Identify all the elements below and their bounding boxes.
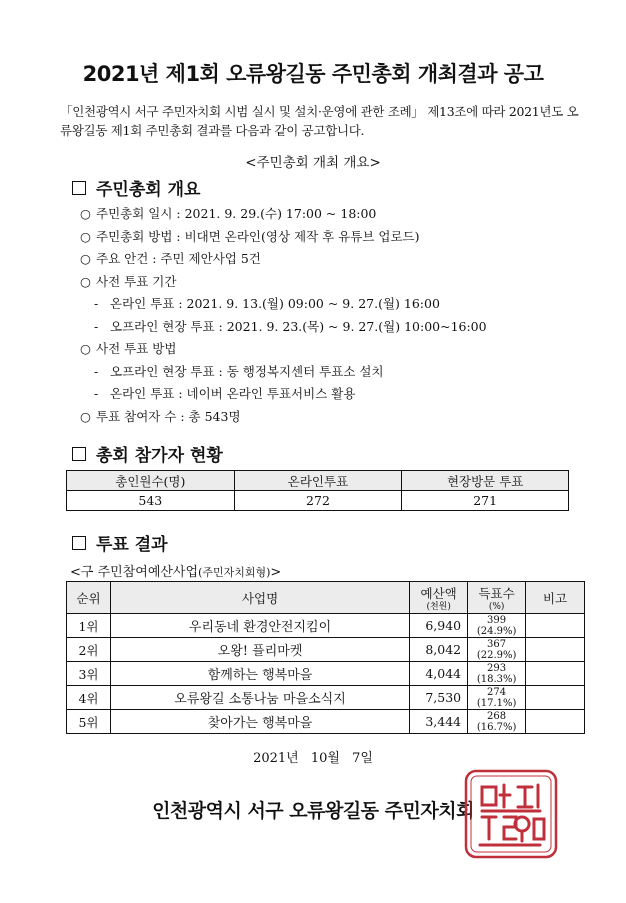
section-heading-overview	[72, 175, 200, 200]
header-votes-unit: (%)	[488, 601, 505, 612]
vote-percent: (22.9%)	[476, 649, 517, 661]
overview-subitem	[80, 383, 580, 406]
dash-marker: -	[94, 318, 99, 334]
table-header-row	[67, 582, 585, 614]
header-cell: 현장방문 투표	[402, 471, 569, 491]
project-name-cell: 오왕! 플리마켓	[110, 638, 409, 662]
caption-small: (주민자치회형)	[198, 566, 271, 579]
project-name-cell: 우리동네 환경안전지킴이	[110, 614, 409, 638]
seal-glyph-stroke	[515, 817, 529, 841]
vote-percent: (18.3%)	[476, 673, 517, 685]
vote-count: 367	[487, 638, 507, 650]
table-row	[67, 638, 585, 662]
budget-cell: 6,940	[410, 614, 468, 638]
table-row	[67, 662, 585, 686]
overview-item	[80, 271, 580, 294]
note-cell	[526, 710, 585, 734]
budget-cell: 7,530	[410, 686, 468, 710]
official-seal-stamp	[462, 765, 560, 863]
overview-subitem	[80, 293, 580, 316]
table-header-row	[67, 471, 569, 491]
seal-glyph-stroke	[534, 819, 544, 839]
rank-cell: 5위	[67, 710, 111, 734]
results-table	[66, 581, 585, 734]
overview-item	[80, 406, 580, 429]
onsite-count-cell: 271	[402, 491, 569, 511]
header-budget	[410, 582, 468, 614]
item-text: 투표 참여자 수 : 총 543명	[96, 408, 241, 424]
overview-subitem	[80, 316, 580, 339]
seal-glyph-stroke	[482, 787, 496, 805]
caption-main: <구 주민참여예산사업	[70, 565, 199, 580]
overview-item	[80, 338, 580, 361]
checkbox-square-icon	[72, 536, 86, 550]
note-cell	[526, 638, 585, 662]
vote-count: 293	[487, 662, 507, 674]
circle-bullet-icon: ○	[80, 341, 91, 356]
section-heading-results	[72, 530, 168, 555]
vote-percent: (17.1%)	[476, 697, 517, 709]
header-votes-label: 득표수	[478, 585, 515, 601]
project-name-cell: 찾아가는 행복마을	[110, 710, 409, 734]
circle-bullet-icon: ○	[80, 206, 91, 221]
section-heading-text: 주민총회 개요	[96, 180, 201, 200]
rank-cell: 3위	[67, 662, 111, 686]
dash-marker: -	[94, 296, 99, 311]
item-text: 온라인 투표 : 네이버 온라인 투표서비스 활용	[110, 386, 356, 401]
checkbox-square-icon	[72, 181, 86, 195]
votes-cell	[468, 638, 526, 662]
overview-subitem	[80, 361, 580, 384]
votes-cell	[468, 662, 526, 686]
vote-count: 399	[487, 614, 507, 626]
notice-date: 2021년 10월 7일	[253, 751, 373, 766]
header-name: 사업명	[110, 582, 409, 614]
seal-glyph-stroke	[518, 787, 532, 807]
results-caption	[70, 561, 281, 580]
project-name-cell: 오류왕길 소통나눔 마을소식지	[110, 686, 409, 710]
section-heading-participants	[72, 441, 223, 466]
circle-bullet-icon: ○	[80, 228, 91, 244]
circle-bullet-icon: ○	[80, 273, 91, 289]
section-heading-text: 투표 결과	[96, 535, 168, 555]
budget-cell: 8,042	[410, 638, 468, 662]
header-budget-label: 예산액	[420, 585, 457, 601]
overview-heading: <주민총회 개최 개요>	[245, 155, 381, 171]
document-title: 2021년 제1회 오류왕길동 주민총회 개최결과 공고	[82, 62, 544, 86]
table-row	[67, 491, 569, 511]
section-heading-text: 총회 참가자 현황	[96, 446, 223, 466]
circle-bullet-icon: ○	[80, 251, 91, 266]
table-row	[67, 686, 585, 710]
vote-count: 274	[487, 686, 507, 698]
header-votes	[468, 582, 526, 614]
budget-cell: 3,444	[410, 710, 468, 734]
budget-cell: 4,044	[410, 662, 468, 686]
item-text: 사전 투표 방법	[96, 341, 177, 356]
vote-percent: (16.7%)	[476, 721, 517, 733]
organization-name: 인천광역시 서구 오류왕길동 주민자치회	[152, 800, 474, 822]
header-cell: 총인원수(명)	[67, 471, 235, 491]
rank-cell: 1위	[67, 614, 111, 638]
seal-glyph-stroke	[504, 817, 516, 839]
votes-cell	[468, 686, 526, 710]
note-cell	[526, 662, 585, 686]
online-count-cell: 272	[234, 491, 402, 511]
participants-table	[66, 470, 569, 511]
votes-cell	[468, 710, 526, 734]
header-budget-unit: (천원)	[426, 601, 451, 612]
total-count-cell: 543	[67, 491, 235, 511]
overview-list	[80, 203, 580, 428]
overview-item	[80, 226, 580, 249]
note-cell	[526, 686, 585, 710]
vote-count: 268	[487, 710, 507, 722]
item-text: 오프라인 현장 투표 : 동 행정복지센터 투표소 설치	[110, 363, 384, 379]
overview-item	[80, 203, 580, 226]
seal-glyph-stroke	[482, 817, 496, 839]
header-rank: 순위	[67, 582, 111, 614]
project-name-cell: 함께하는 행복마을	[110, 662, 409, 686]
dash-marker: -	[94, 386, 99, 401]
seal-glyph-stroke	[500, 785, 510, 807]
votes-cell	[468, 614, 526, 638]
table-row	[67, 710, 585, 734]
item-text: 주요 안건 : 주민 제안사업 5건	[96, 251, 261, 266]
overview-item	[80, 248, 580, 271]
caption-end: >	[270, 565, 282, 580]
note-cell	[526, 614, 585, 638]
checkbox-square-icon	[72, 447, 86, 461]
circle-bullet-icon: ○	[80, 408, 91, 424]
item-text: 온라인 투표 : 2021. 9. 13.(월) 09:00 ~ 9. 27.(월) 16:00	[110, 296, 440, 311]
item-text: 주민총회 일시 : 2021. 9. 29.(수) 17:00 ~ 18:00	[96, 206, 377, 221]
header-note: 비고	[526, 582, 585, 614]
header-cell: 온라인투표	[234, 471, 402, 491]
item-text: 오프라인 현장 투표 : 2021. 9. 23.(목) ~ 9. 27.(월) 10:00~16:00	[110, 318, 487, 334]
dash-marker: -	[94, 363, 99, 379]
item-text: 주민총회 방법 : 비대면 온라인(영상 제작 후 유튜브 업로드)	[96, 228, 420, 244]
rank-cell: 4위	[67, 686, 111, 710]
table-row	[67, 614, 585, 638]
vote-percent: (24.9%)	[476, 625, 517, 637]
item-text: 사전 투표 기간	[96, 273, 177, 289]
rank-cell: 2위	[67, 638, 111, 662]
intro-paragraph: 「인천광역시 서구 주민자치회 시범 실시 및 설치·운영에 관한 조례」 제13조에 따라 2021년도 오류왕길동 제1회 주민총회 결과를 다음과 같이 공고합니다.	[60, 104, 579, 138]
